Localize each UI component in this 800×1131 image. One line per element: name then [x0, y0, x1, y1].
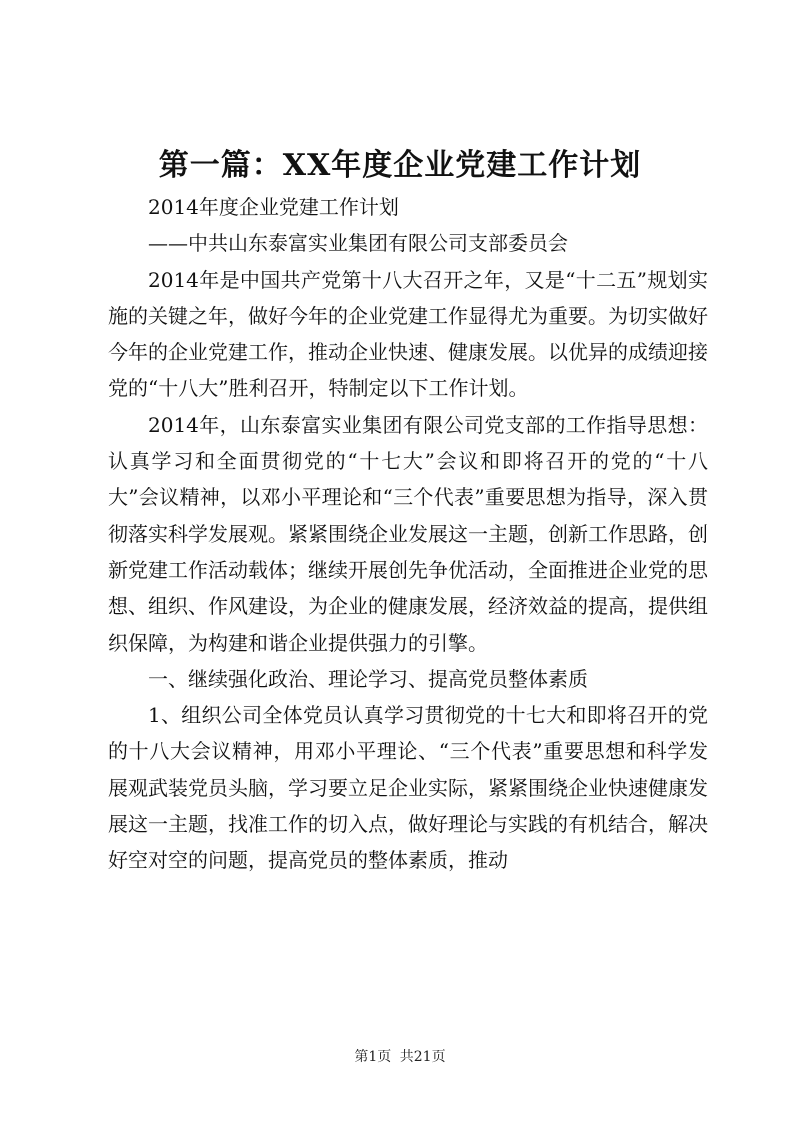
body-paragraph: 2014年是中国共产党第十八大召开之年，又是“十二五”规划实施的关键之年，做好今年的企业党建工作显得尤为重要。为切实做好今年的企业党建工作，推动企业快速、健康发展。以优异的成绩迎接党的“十八大”胜利召开，特制定以下工作计划。 — [108, 267, 708, 401]
page-number: 第1页 — [354, 1049, 392, 1065]
body-paragraph: 2014年，山东泰富实业集团有限公司党支部的工作指导思想：认真学习和全面贯彻党的“十七大”会议和即将召开的党的“十八大”会议精神，以邓小平理论和“三个代表”重要思想为指导，深入贯彻落实科学发展观。紧紧围绕企业发展这一主题，创新工作思路，创新党建工作活动载体；继续开展创先争优活动，全面推进企业党的思想、组织、作风建设，为企业的健康发展，经济效益的提高，提供组织保障，为构建和谐企业提供强力的引擎。 — [108, 412, 708, 655]
body-paragraph: 1、组织公司全体党员认真学习贯彻党的十七大和即将召开的党的十八大会议精神，用邓小平理论、“三个代表”重要思想和科学发展观武装党员头脑，学习要立足企业实际，紧紧围绕企业快速健康发展这一主题，找准工作的切入点，做好理论与实践的有机结合，解决好空对空的问题，提高党员的整体素质，推动 — [108, 703, 708, 873]
subtitle-paragraph: 2014年度企业党建工作计划 — [148, 195, 399, 219]
section-heading: 一、继续强化政治、理论学习、提高党员整体素质 — [148, 666, 588, 691]
document-body — [108, 189, 708, 879]
issuer-paragraph: ——中共山东泰富实业集团有限公司支部委员会 — [148, 231, 568, 256]
page-footer — [0, 1046, 800, 1066]
document-title: 第一篇：XX年度企业党建工作计划 — [158, 148, 642, 183]
page-total: 共21页 — [399, 1049, 446, 1065]
